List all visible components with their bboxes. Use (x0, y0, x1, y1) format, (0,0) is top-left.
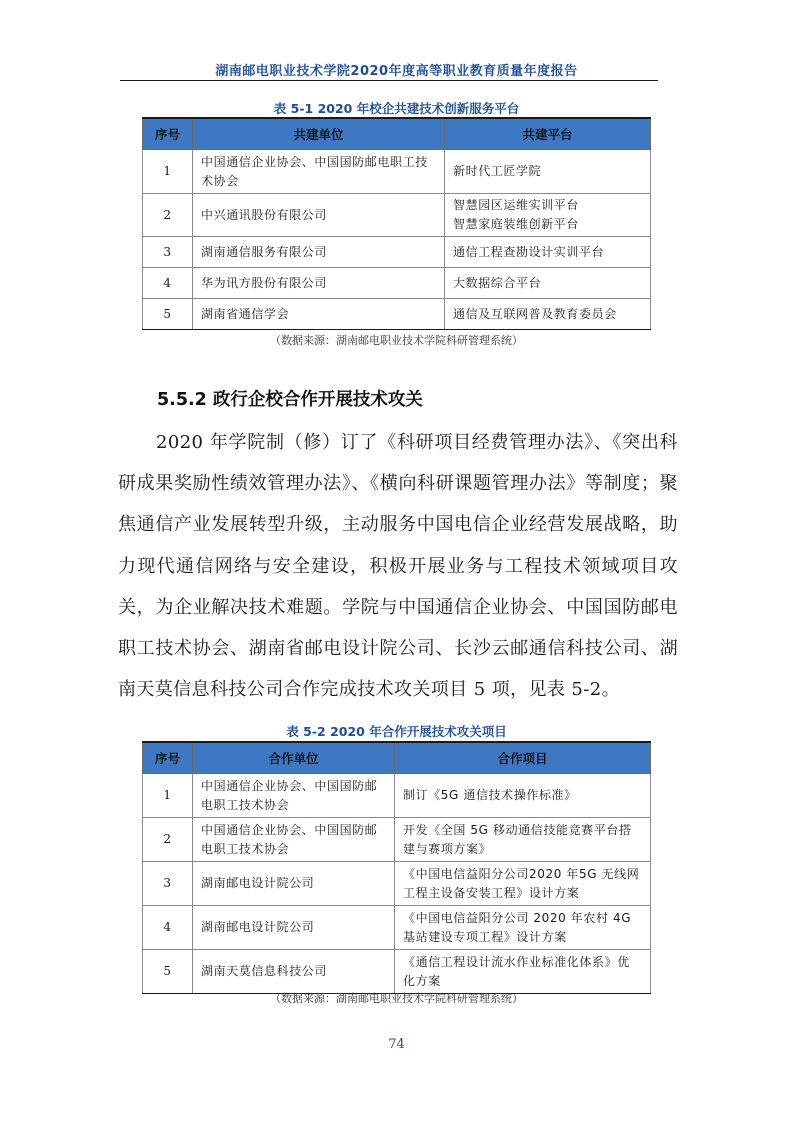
cell-no: 4 (143, 906, 193, 950)
cell-unit: 湖南省通信学会 (193, 299, 445, 330)
table2-header-row (143, 742, 651, 774)
table-row (143, 299, 651, 330)
cell-no: 2 (143, 194, 193, 237)
table1-body (143, 150, 651, 330)
cell-no: 5 (143, 299, 193, 330)
table2-header-item: 合作项目 (395, 742, 651, 774)
cell-item: 智慧园区运维实训平台 智慧家庭装维创新平台 (445, 194, 651, 237)
cell-unit: 中国通信企业协会、中国国防邮电职工技术协会 (193, 150, 445, 194)
cell-item: 通信及互联网普及教育委员会 (445, 299, 651, 330)
cell-item: 制订《5G 通信技术操作标准》 (395, 774, 651, 818)
table-row (143, 237, 651, 268)
cell-no: 1 (143, 774, 193, 818)
table2-header-unit: 合作单位 (193, 742, 395, 774)
cell-item: 《中国电信益阳分公司2020 年5G 无线网工程主设备安装工程》设计方案 (395, 862, 651, 906)
table2-caption: 表 5-2 2020 年合作开展技术攻关项目 (286, 724, 507, 739)
table-row (143, 950, 651, 994)
section-heading: 5.5.2 政行企校合作开展技术攻关 (157, 390, 423, 410)
table-row (143, 774, 651, 818)
cell-item: 新时代工匠学院 (445, 150, 651, 194)
running-header: 湖南邮电职业技术学院2020年度高等职业教育质量年度报告 (215, 64, 578, 79)
table2-header-no: 序号 (143, 742, 193, 774)
cell-no: 4 (143, 268, 193, 299)
table-row (143, 194, 651, 237)
page-number: 74 (388, 1037, 405, 1052)
header-rule (120, 80, 658, 81)
cell-item: 《通信工程设计流水作业标准化体系》优化方案 (395, 950, 651, 994)
table1-header-unit: 共建单位 (193, 118, 445, 150)
table1-source: （数据来源：湖南邮电职业技术学院科研管理系统） (270, 334, 523, 347)
table-row (143, 818, 651, 862)
table-row (143, 862, 651, 906)
table1-caption: 表 5-1 2020 年校企共建技术创新服务平台 (273, 101, 520, 116)
cell-unit: 湖南天莫信息科技公司 (193, 950, 395, 994)
cell-unit: 湖南邮电设计院公司 (193, 906, 395, 950)
table1-header-item: 共建平台 (445, 118, 651, 150)
cell-no: 5 (143, 950, 193, 994)
cell-item: 大数据综合平台 (445, 268, 651, 299)
cell-no: 3 (143, 862, 193, 906)
table-row (143, 906, 651, 950)
cell-no: 1 (143, 150, 193, 194)
cell-unit: 中兴通讯股份有限公司 (193, 194, 445, 237)
cell-item: 开发《全国 5G 移动通信技能竞赛平台搭建与赛项方案》 (395, 818, 651, 862)
table1 (142, 117, 651, 330)
cell-unit: 中国通信企业协会、中国国防邮电职工技术协会 (193, 818, 395, 862)
table-row (143, 150, 651, 194)
table1-header-no: 序号 (143, 118, 193, 150)
cell-item: 《中国电信益阳分公司 2020 年农村 4G 基站建设专项工程》设计方案 (395, 906, 651, 950)
section-paragraph: 2020 年学院制（修）订了《科研项目经费管理办法》、《突出科研成果奖励性绩效管理办法》、《横向科研课题管理办法》等制度；聚焦通信产业发展转型升级，主动服务中国电信企业经营发展战略，助力现代通信网络与安全建设，积极开展业务与工程技术领域项目攻关，为企业解决技术难题。学院与中国通信企业协会、中国国防邮电职工技术协会、湖南省邮电设计院公司、长沙云邮通信科技公司、湖南天莫信息科技公司合作完成技术攻关项目 5 项，见表 5-2。 (118, 432, 678, 701)
cell-no: 2 (143, 818, 193, 862)
cell-unit: 湖南邮电设计院公司 (193, 862, 395, 906)
cell-unit: 华为讯方股份有限公司 (193, 268, 445, 299)
table2-source: （数据来源：湖南邮电职业技术学院科研管理系统） (270, 992, 523, 1005)
cell-unit: 湖南通信服务有限公司 (193, 237, 445, 268)
cell-item: 通信工程查勘设计实训平台 (445, 237, 651, 268)
cell-unit: 中国通信企业协会、中国国防邮电职工技术协会 (193, 774, 395, 818)
table2-body (143, 774, 651, 994)
table2 (142, 741, 651, 994)
cell-no: 3 (143, 237, 193, 268)
table1-header-row (143, 118, 651, 150)
table-row (143, 268, 651, 299)
